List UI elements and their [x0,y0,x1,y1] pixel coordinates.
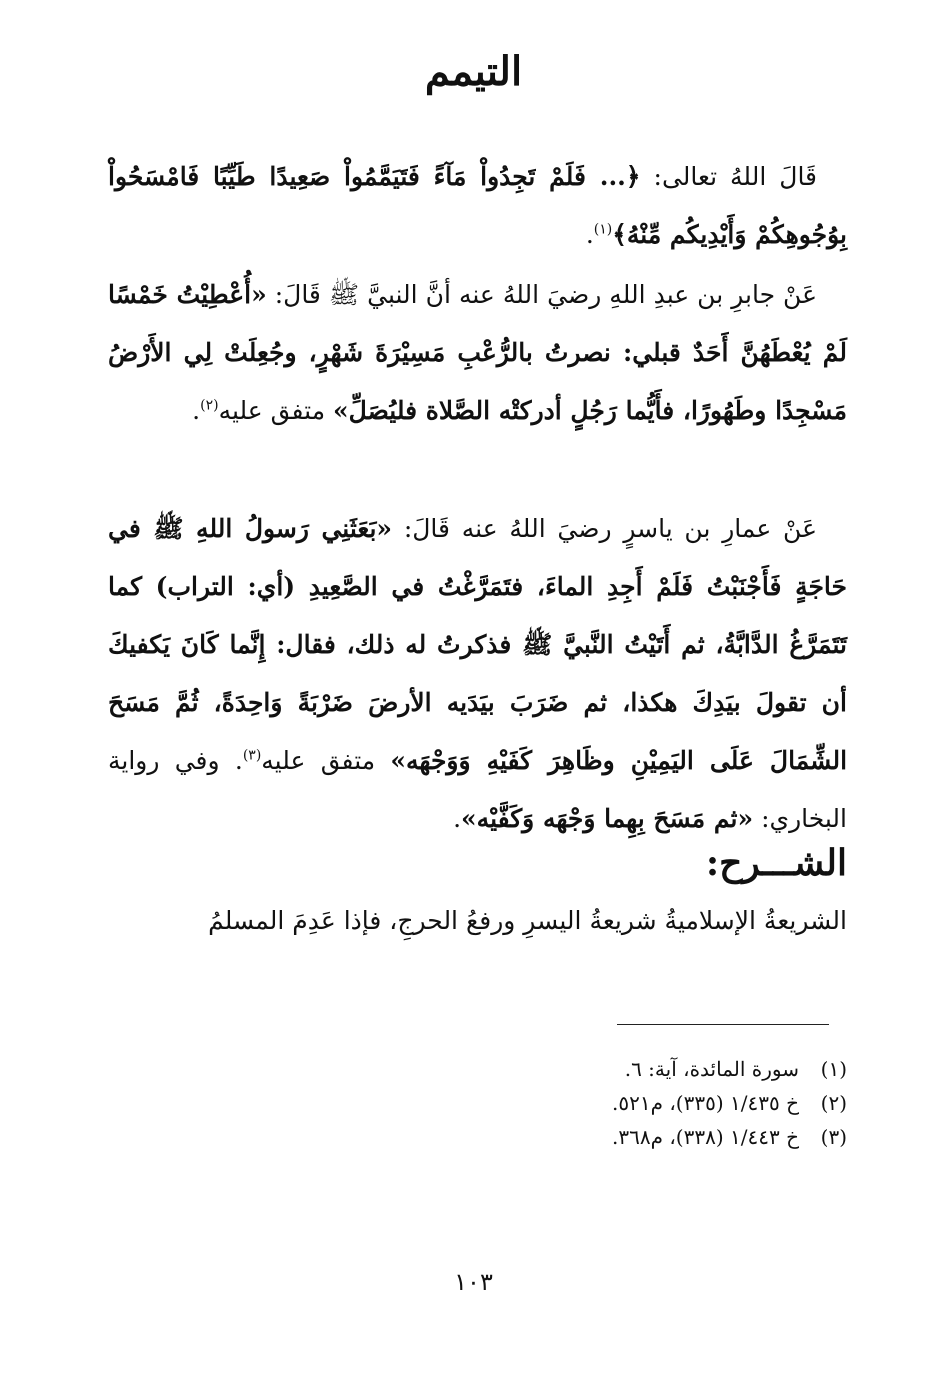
page-number: ١٠٣ [454,1268,493,1296]
footnotes [300,1052,847,1154]
footnote-number: (٣) [820,1125,847,1149]
footnote-separator [617,1024,829,1025]
footnote-ref-2: (٢) [200,397,219,414]
hadith-ammar-source: متفق عليه [261,746,391,775]
footnote-text: خ ١/٤٤٣ (٣٣٨)، م٣٦٨. [612,1125,799,1149]
footnote-text: خ ١/٤٣٥ (٣٣٥)، م٥٢١. [612,1091,799,1115]
quran-verse: ﴿... فَلَمْ تَجِدُواْ مَآءً فَتَيَمَّمُواْ صَعِيدًا طَيِّبًا فَامْسَحُواْ بِوُجُوهِكُمْ وَأَيْدِيكُم مِّنْهُ﴾ [108,162,847,249]
footnote-ref-1: (١) [593,221,613,238]
explanation-paragraph [108,892,847,950]
verse-intro: قَالَ اللهُ تعالى: [640,162,818,191]
hadith-jabir-intro: عَنْ جابرِ بن عبدِ اللهِ رضيَ اللهُ عنه أنَّ النبيَّ ﷺ قَالَ: [266,280,817,309]
hadith-ammar-intro: عَنْ عمارِ بن ياسرٍ رضيَ اللهُ عنه قَالَ: [392,514,817,543]
footnote-item [300,1120,847,1154]
verse-end: . [585,220,594,249]
hadith-ammar-text: «بَعَثَنِي رَسولُ اللهِ ﷺ في حَاجَةٍ فَأَجْنَبْتُ فَلَمْ أَجِدِ الماءَ، فتَمَرَّغْتُ في الصَّعِيدِ (أي: التراب) كما تَتَمَرَّغُ الدَّابَّةُ، ثم أَتَيْتُ النَّبيَّ ﷺ فذكرتُ له ذلك، فقال: إِنَّما كَانَ يَكفيكَ أن تقولَ بيَدِكَ هكذا، ثم ضَرَبَ بيَدَيه الأرضَ ضَرْبَةً وَاحِدَةً، ثُمَّ مَسَحَ الشِّمَالَ عَلَى اليَمِيْنِ وظَاهِرَ كَفَيْهِ وَوَجْهَه» [108,514,848,775]
footnote-item [300,1052,847,1086]
explanation-heading: الشـــرح: [705,842,847,884]
footnote-number: (١) [820,1057,847,1081]
chapter-title: التيمم [424,48,523,95]
hadith-ammar-paragraph [108,500,847,848]
explanation-text: الشريعةُ الإسلاميةُ شريعةُ اليسرِ ورفعُ الحرجِ، فإذا عَدِمَ المسلمُ [208,906,847,935]
hadith-ammar-end: . [453,804,462,833]
hadith-jabir-source: متفق عليه [218,396,334,425]
footnote-item [300,1086,847,1120]
hadith-jabir-paragraph [108,266,847,440]
hadith-jabir-text: «أُعْطِيْتُ خَمْسًا لَمْ يُعْطَهُنَّ أَحَدٌ قبلي: نصرتُ بالرُّعْبِ مَسِيْرَةَ شَهْرٍ، وجُعِلَتْ لِي الأَرْضُ مَسْجِدًا وطَهُورًا، فأَيُّما رَجُلٍ أدركتْه الصَّلاة فليُصَلِّ» [108,280,847,425]
bukhari-narration-text: «ثم مَسَحَ بِهِما وَجْهَه وَكَفَّيْه» [461,804,754,833]
footnote-number: (٢) [820,1091,847,1115]
quran-verse-paragraph [108,148,847,264]
footnote-ref-3: (٣) [242,747,262,764]
footnote-text: سورة المائدة، آية: ٦. [624,1057,799,1081]
hadith-jabir-end: . [192,396,201,425]
bukhari-narration-intro: . وفي رواية البخاري: [108,746,847,833]
